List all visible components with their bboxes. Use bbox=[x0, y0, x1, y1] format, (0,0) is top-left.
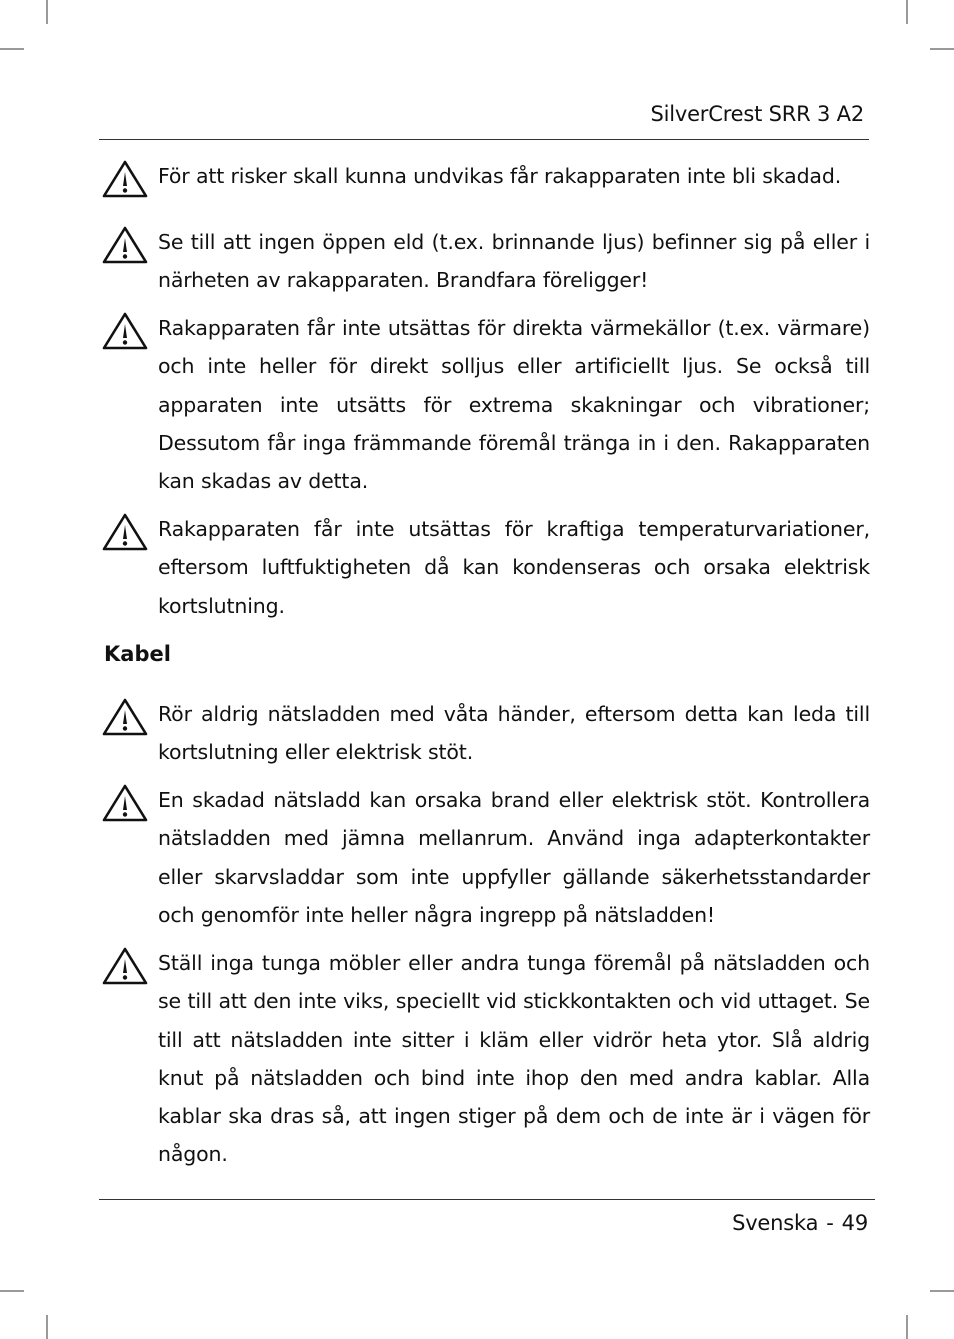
warning-triangle-icon bbox=[102, 311, 148, 351]
warning-item bbox=[102, 223, 870, 300]
page-footer bbox=[732, 1208, 868, 1238]
warning-item bbox=[102, 695, 870, 772]
warning-item bbox=[102, 944, 870, 1174]
crop-mark bbox=[906, 1315, 908, 1339]
warning-text: En skadad nätsladd kan orsaka brand eller elektrisk stöt. Kontrollera nätsladden med jämna mellanrum. Använd inga adapterkontakter eller skarvsladdar som inte uppfyller gällande säkerhetsstandarder och genomför inte heller några ingrepp på nätsladden! bbox=[158, 788, 870, 927]
warning-text: Ställ inga tunga möbler eller andra tunga föremål på nätsladden och se till att den inte viks, speciellt vid stickkontakten och vid uttaget. Se till att nätsladden inte sitter i kläm eller vidrör heta ytor. Slå aldrig knut på nätsladden och bind inte ihop den med andra kablar. Alla kablar ska dras så, att ingen stiger på dem och de inte är i vägen för någon. bbox=[158, 951, 870, 1167]
warning-item bbox=[102, 157, 870, 195]
footer-divider bbox=[99, 1199, 875, 1200]
footer-separator: - bbox=[826, 1211, 834, 1235]
warning-triangle-icon bbox=[102, 512, 148, 552]
crop-mark bbox=[46, 1315, 48, 1339]
warning-text: För att risker skall kunna undvikas får rakapparaten inte bli skadad. bbox=[158, 164, 842, 188]
crop-mark bbox=[46, 0, 48, 24]
page-number: 49 bbox=[841, 1211, 868, 1235]
crop-mark bbox=[0, 48, 24, 50]
page-header-title: SilverCrest SRR 3 A2 bbox=[650, 102, 864, 126]
footer-language: Svenska bbox=[732, 1211, 819, 1235]
crop-mark bbox=[930, 1290, 954, 1292]
warning-text: Se till att ingen öppen eld (t.ex. brinnande ljus) befinner sig på eller i närheten av rakapparaten. Brandfara föreligger! bbox=[158, 230, 870, 293]
warning-triangle-icon bbox=[102, 159, 148, 199]
warning-item bbox=[102, 781, 870, 934]
warning-item bbox=[102, 309, 870, 500]
crop-mark bbox=[930, 48, 954, 50]
warning-triangle-icon bbox=[102, 697, 148, 737]
warning-triangle-icon bbox=[102, 783, 148, 823]
warning-triangle-icon bbox=[102, 225, 148, 265]
section-heading: Kabel bbox=[104, 642, 171, 666]
warning-item bbox=[102, 510, 870, 625]
header-divider bbox=[99, 139, 869, 140]
crop-mark bbox=[906, 0, 908, 24]
crop-mark bbox=[0, 1290, 24, 1292]
warning-text: Rör aldrig nätsladden med våta händer, eftersom detta kan leda till kortslutning eller elektrisk stöt. bbox=[158, 702, 870, 765]
warning-text: Rakapparaten får inte utsättas för kraftiga temperaturvariationer, eftersom luftfuktigheten då kan kondenseras och orsaka elektrisk kortslutning. bbox=[158, 517, 870, 618]
warning-text: Rakapparaten får inte utsättas för direkta värmekällor (t.ex. värmare) och inte heller för direkt solljus eller artificiellt ljus. Se också till apparaten inte utsätts för extrema skakningar och vibrationer; Dessutom får inga främmande föremål tränga in i den. Rakapparaten kan skadas av detta. bbox=[158, 316, 870, 494]
warning-triangle-icon bbox=[102, 946, 148, 986]
